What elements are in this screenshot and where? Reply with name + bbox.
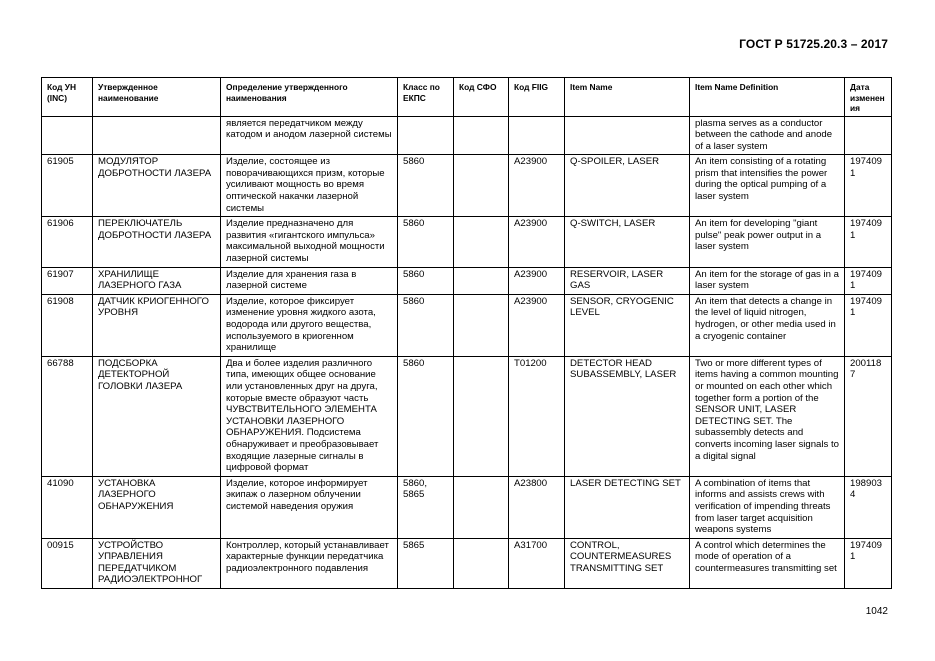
item-definition-cell: An item for developing "giant pulse" peak power output in a laser system [690,217,845,267]
definition-cell: Изделие для хранения газа в лазерной системе [221,267,398,294]
column-header: Утвержденное наименование [93,78,221,117]
sfo-cell [454,476,509,538]
inc-code-cell: 61907 [42,267,93,294]
sfo-cell [454,356,509,476]
class-cell: 5860 [398,294,454,356]
column-header: Определение утвержденного наименования [221,78,398,117]
item-name-cell: SENSOR, CRYOGENIC LEVEL [565,294,690,356]
class-cell [398,116,454,155]
item-definition-cell: An item for the storage of gas in a laser system [690,267,845,294]
fiig-cell [509,116,565,155]
item-name-cell: Q-SPOILER, LASER [565,155,690,217]
fiig-cell: A23800 [509,476,565,538]
inc-code-cell: 61908 [42,294,93,356]
item-name-cell [565,116,690,155]
item-name-cell: Q-SWITCH, LASER [565,217,690,267]
approved-name-cell: ПОДСБОРКА ДЕТЕКТОРНОЙ ГОЛОВКИ ЛАЗЕРА [93,356,221,476]
definition-cell: Изделие, которое информирует экипаж о лазерном облучении системой наведения оружия [221,476,398,538]
sfo-cell [454,155,509,217]
sfo-cell [454,267,509,294]
definition-cell: Изделие, которое фиксирует изменение уровня жидкого азота, водорода или другого вещества, используемого в криогенном хранилище [221,294,398,356]
item-definition-cell: Two or more different types of items having a common mounting or mounted on each other which together form a portion of the SENSOR UNIT, LASER DETECTING SET. The subassembly detects and converts incoming laser signals to a digital signal [690,356,845,476]
class-cell: 5860, 5865 [398,476,454,538]
approved-name-cell: УСТАНОВКА ЛАЗЕРНОГО ОБНАРУЖЕНИЯ [93,476,221,538]
definition-cell: Контроллер, который устанавливает характерные функции передатчика радиоэлектронного подавления [221,538,398,588]
class-cell: 5860 [398,267,454,294]
column-header: Код СФО [454,78,509,117]
column-header: Дата изменения [845,78,892,117]
document-title: ГОСТ Р 51725.20.3 – 2017 [739,37,888,51]
fiig-cell: A23900 [509,217,565,267]
column-header: Код УН (INC) [42,78,93,117]
inc-code-cell: 00915 [42,538,93,588]
sfo-cell [454,538,509,588]
inc-code-cell: 41090 [42,476,93,538]
date-cell: 1989034 [845,476,892,538]
page-number: 1042 [865,606,888,617]
column-header: Класс по ЕКПС [398,78,454,117]
inc-code-cell: 66788 [42,356,93,476]
table-row [42,116,892,155]
table-row [42,538,892,588]
date-cell: 1974091 [845,267,892,294]
approved-name-cell: МОДУЛЯТОР ДОБРОТНОСТИ ЛАЗЕРА [93,155,221,217]
date-cell: 2001187 [845,356,892,476]
item-name-cell: RESERVOIR, LASER GAS [565,267,690,294]
table-row [42,356,892,476]
approved-name-cell: ХРАНИЛИЩЕ ЛАЗЕРНОГО ГАЗА [93,267,221,294]
definition-cell: Изделие, состоящее из поворачивающихся призм, которые усиливают мощность во время оптической накачки лазерной системы [221,155,398,217]
item-definition-cell: A control which determines the mode of operation of a countermeasures transmitting set [690,538,845,588]
date-cell: 1974091 [845,217,892,267]
date-cell: 1974091 [845,538,892,588]
table-row [42,476,892,538]
column-header: Код FIIG [509,78,565,117]
approved-name-cell: ПЕРЕКЛЮЧАТЕЛЬ ДОБРОТНОСТИ ЛАЗЕРА [93,217,221,267]
class-cell: 5865 [398,538,454,588]
table-row [42,217,892,267]
column-header: Item Name [565,78,690,117]
item-definition-cell: A combination of items that informs and assists crews with verification of impending threats from laser target acquisition weapons systems [690,476,845,538]
class-cell: 5860 [398,217,454,267]
approved-name-cell: УСТРОЙСТВО УПРАВЛЕНИЯ ПЕРЕДАТЧИКОМ РАДИОЭЛЕКТРОННОГ [93,538,221,588]
table-row [42,294,892,356]
item-definition-cell: plasma serves as a conductor between the cathode and anode of a laser system [690,116,845,155]
inc-code-cell [42,116,93,155]
fiig-cell: A23900 [509,155,565,217]
approved-name-cell [93,116,221,155]
fiig-cell: T01200 [509,356,565,476]
table-row [42,155,892,217]
inc-code-cell: 61906 [42,217,93,267]
definition-cell: Изделие предназначено для развития «гигантского импульса» максимальной выходной мощности лазерной системы [221,217,398,267]
fiig-cell: A31700 [509,538,565,588]
fiig-cell: A23900 [509,294,565,356]
item-definition-cell: An item that detects a change in the level of liquid nitrogen, hydrogen, or other media used in a cryogenic container [690,294,845,356]
fiig-cell: A23900 [509,267,565,294]
date-cell [845,116,892,155]
sfo-cell [454,217,509,267]
table-header-row [42,78,892,117]
column-header: Item Name Definition [690,78,845,117]
items-table [41,77,892,589]
sfo-cell [454,116,509,155]
item-definition-cell: An item consisting of a rotating prism that intensifies the power during the optical pumping of a laser system [690,155,845,217]
definition-cell: является передатчиком между катодом и анодом лазерной системы [221,116,398,155]
table-row [42,267,892,294]
item-name-cell: LASER DETECTING SET [565,476,690,538]
definition-cell: Два и более изделия различного типа, имеющих общее основание или установленных друг на друга, которые вместе образуют часть ЧУВСТВИТЕЛЬНОГО ЭЛЕМЕНТА УСТАНОВКИ ЛАЗЕРНОГО ОБНАРУЖЕНИЯ. Подсистема обнаруживает и преобразовывает входящие лазерные сигналы в цифровой формат [221,356,398,476]
item-name-cell: DETECTOR HEAD SUBASSEMBLY, LASER [565,356,690,476]
class-cell: 5860 [398,356,454,476]
item-name-cell: CONTROL, COUNTERMEASURES TRANSMITTING SET [565,538,690,588]
inc-code-cell: 61905 [42,155,93,217]
sfo-cell [454,294,509,356]
class-cell: 5860 [398,155,454,217]
approved-name-cell: ДАТЧИК КРИОГЕННОГО УРОВНЯ [93,294,221,356]
date-cell: 1974091 [845,155,892,217]
date-cell: 1974091 [845,294,892,356]
